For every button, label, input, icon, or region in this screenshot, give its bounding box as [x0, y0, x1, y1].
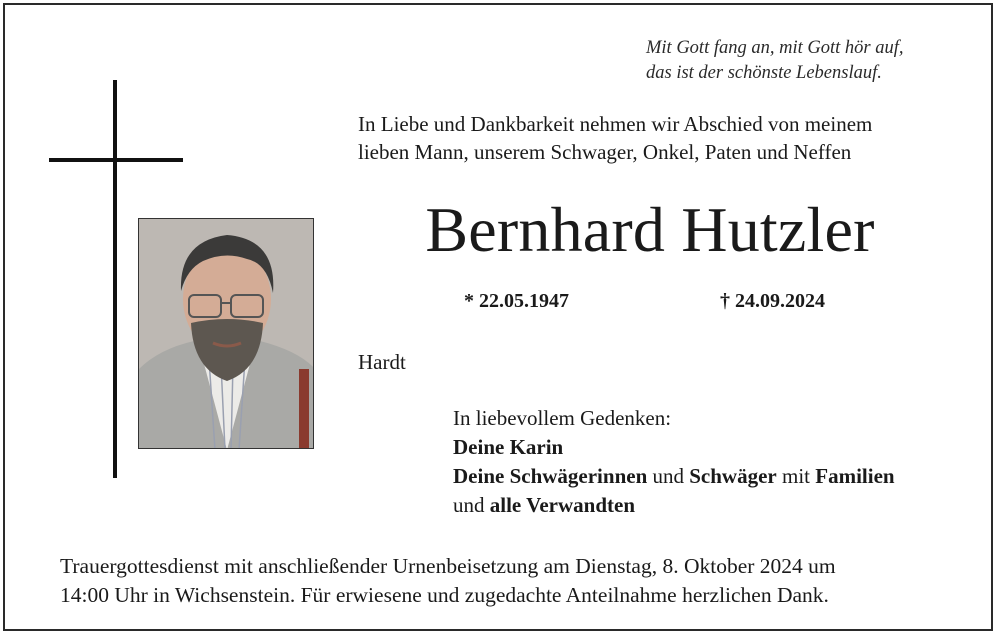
- birth-date: * 22.05.1947: [464, 290, 569, 312]
- hometown: Hardt: [358, 350, 406, 374]
- mourner-relatives: alle Verwandten: [489, 493, 636, 517]
- mourner-wife: Deine Karin: [453, 435, 564, 459]
- service-info: [60, 552, 836, 610]
- portrait-illustration: [139, 219, 314, 449]
- motto-verse: [646, 36, 903, 86]
- intro-line-2: lieben Mann, unserem Schwager, Onkel, Paten und Neffen: [358, 140, 852, 164]
- service-line-2: 14:00 Uhr in Wichsenstein. Für erwiesene und zugedachte Anteilnahme herzlichen Dank.: [60, 583, 829, 607]
- intro-text: [358, 110, 872, 166]
- deceased-name: Bernhard Hutzler: [425, 194, 875, 265]
- cross-horizontal-bar: [49, 158, 183, 162]
- mourner-families: Familien: [815, 464, 895, 488]
- mourner-sisters-in-law: Deine Schwägerinnen: [453, 464, 648, 488]
- motto-line-1: Mit Gott fang an, mit Gott hör auf,: [646, 38, 904, 58]
- service-line-1: Trauergottesdienst mit anschließender Urnenbeisetzung am Dienstag, 8. Oktober 2024 um: [60, 554, 836, 578]
- mourners-line-3: [453, 491, 895, 520]
- mourners-heading: In liebevollem Gedenken:: [453, 406, 672, 430]
- death-date: † 24.09.2024: [720, 290, 825, 312]
- motto-line-2: das ist der schönste Lebenslauf.: [646, 63, 882, 83]
- mourners-line-2: [453, 462, 895, 491]
- portrait-photo: [138, 218, 314, 449]
- cross-vertical-bar: [113, 80, 117, 478]
- conjunction-und: und: [647, 464, 690, 488]
- mourners-block: [453, 404, 895, 520]
- intro-line-1: In Liebe und Dankbarkeit nehmen wir Abschied von meinem: [358, 112, 873, 136]
- conjunction-mit: mit: [776, 464, 816, 488]
- mourner-brothers-in-law: Schwäger: [689, 464, 777, 488]
- conjunction-und-2: und: [453, 493, 490, 517]
